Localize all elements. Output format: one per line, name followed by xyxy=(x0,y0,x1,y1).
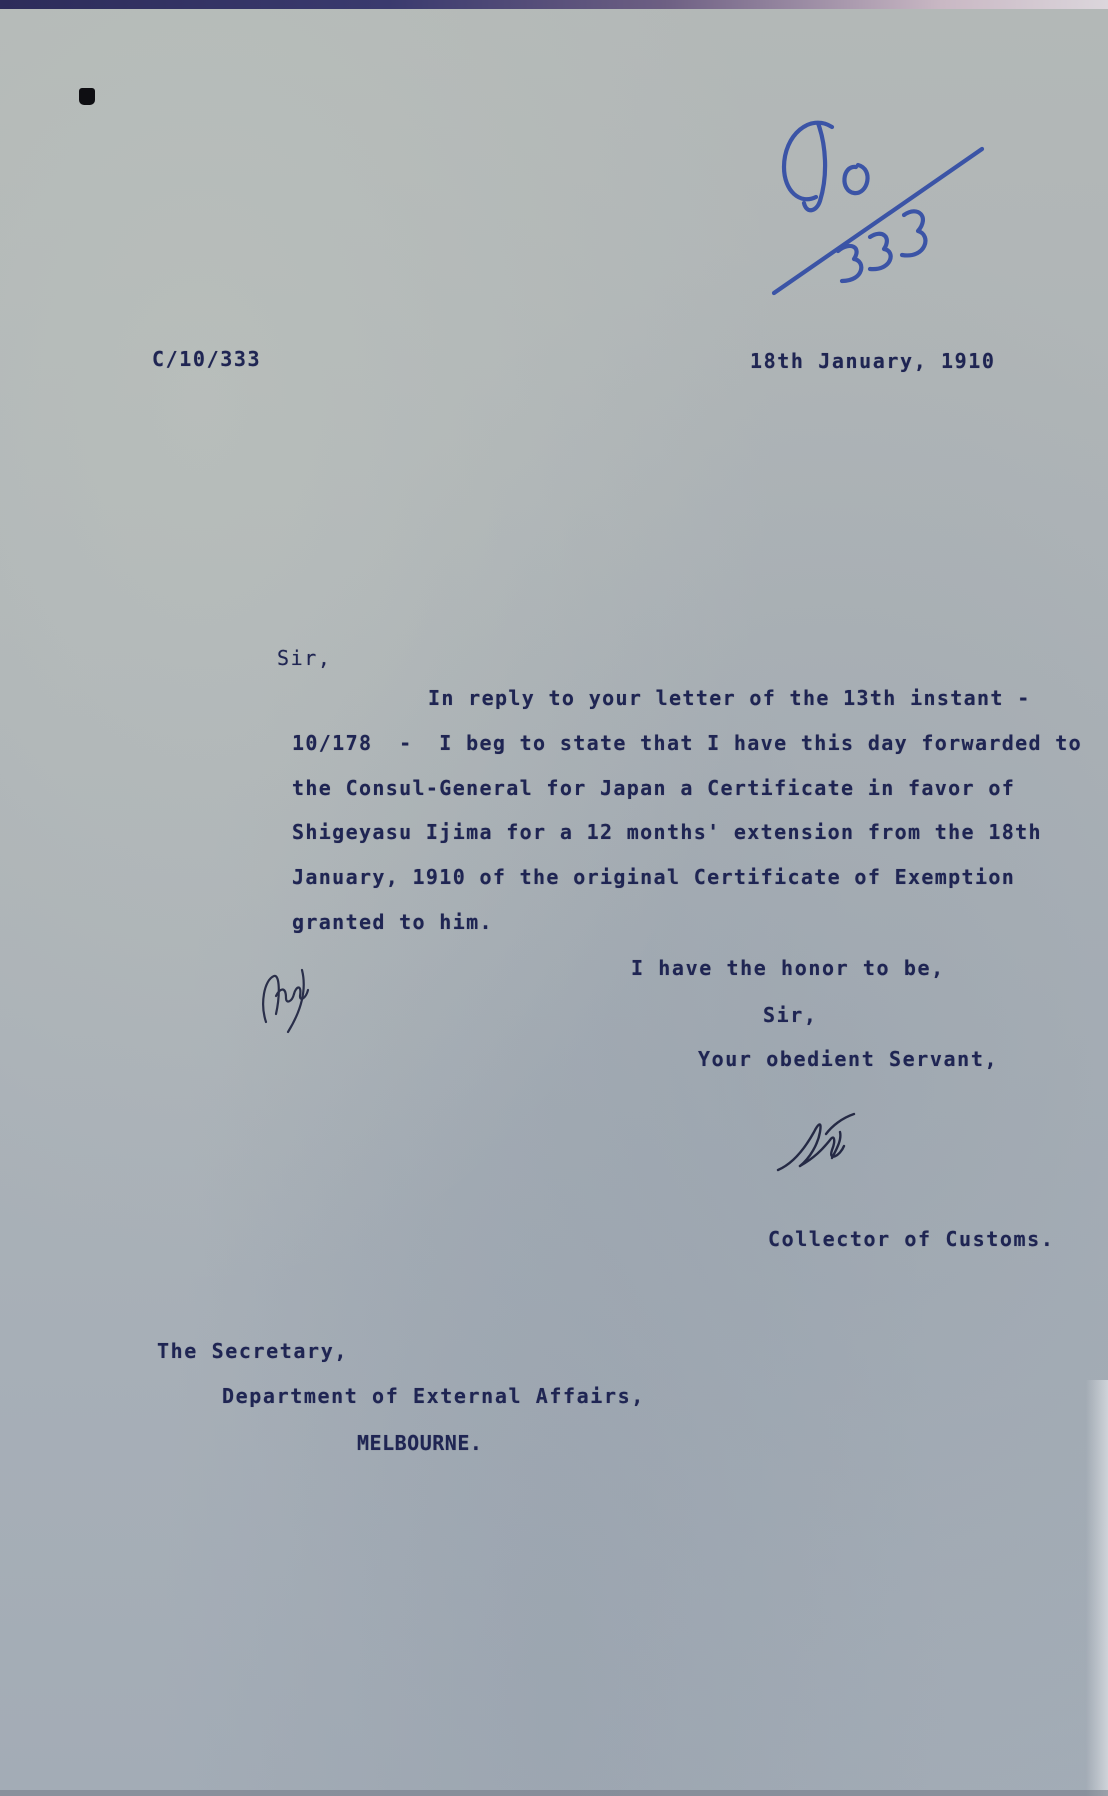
folio-stamp xyxy=(770,105,990,335)
folio-stamp-drawing xyxy=(770,105,990,335)
file-reference: C/10/333 xyxy=(152,347,262,371)
body-line-3: the Consul-General for Japan a Certificate in favor of xyxy=(292,776,1016,800)
margin-initials-drawing xyxy=(258,956,320,1036)
closing-line-2: Sir, xyxy=(763,1003,818,1027)
margin-initials xyxy=(258,956,320,1036)
paper-edge xyxy=(1086,1380,1108,1796)
top-edge-band xyxy=(0,0,1108,9)
body-line-2: 10/178 - I beg to state that I have this day forwarded to xyxy=(292,731,1083,755)
body-line-6: granted to him. xyxy=(292,910,493,934)
punch-hole xyxy=(79,88,95,105)
signature xyxy=(770,1110,860,1182)
letter-date: 18th January, 1910 xyxy=(750,349,996,373)
closing-line-3: Your obedient Servant, xyxy=(698,1047,999,1071)
body-line-4: Shigeyasu Ijima for a 12 months' extension from the 18th xyxy=(292,820,1042,844)
bottom-edge xyxy=(0,1790,1108,1796)
signature-drawing xyxy=(770,1110,860,1182)
body-line-5: January, 1910 of the original Certificate of Exemption xyxy=(292,865,1016,889)
addressee-line-2: Department of External Affairs, xyxy=(222,1384,645,1408)
addressee-line-1: The Secretary, xyxy=(157,1339,348,1363)
closing-line-1: I have the honor to be, xyxy=(631,956,945,980)
body-line-1: In reply to your letter of the 13th instant - xyxy=(428,686,1031,710)
salutation: Sir, xyxy=(277,646,332,670)
addressee-line-3: MELBOURNE. xyxy=(357,1431,483,1455)
signatory-title: Collector of Customs. xyxy=(768,1227,1055,1251)
